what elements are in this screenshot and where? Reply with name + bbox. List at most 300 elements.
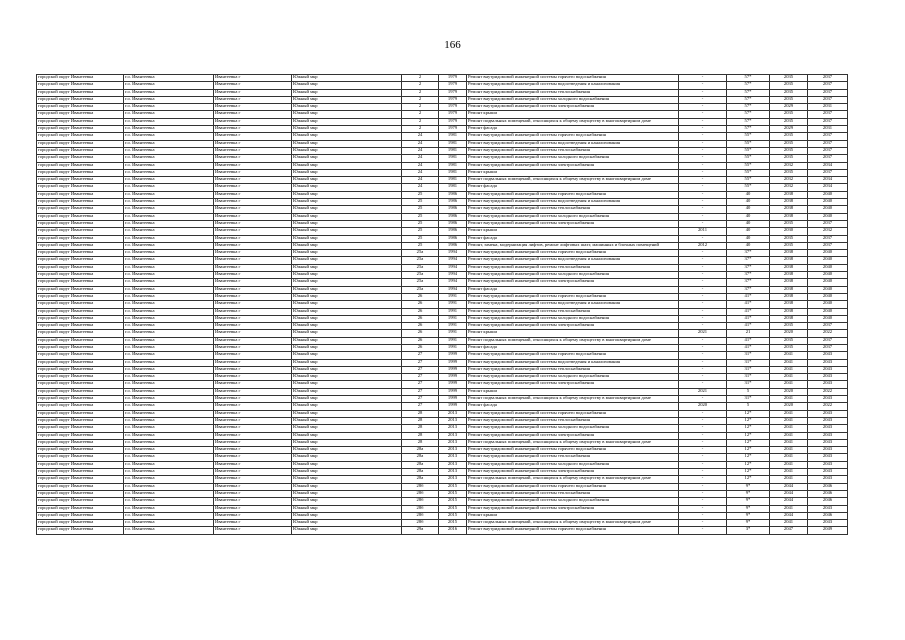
work-type-cell: Ремонт крыши	[467, 111, 679, 118]
street-cell: Южный мкр	[292, 301, 402, 308]
period-end-cell: 2040	[808, 213, 848, 220]
period-end-cell: 2037	[808, 75, 848, 82]
locality-cell: Ивантеевка г	[214, 323, 292, 330]
locality-cell: Ивантеевка г	[214, 381, 292, 388]
build-year-cell: 2015	[439, 505, 467, 512]
period-start-cell: 2038	[770, 264, 808, 271]
settlement-cell: г.о. Ивантеевка	[124, 527, 214, 534]
last-repair-year-cell: -	[679, 140, 727, 147]
wear-percent-cell: 12*	[727, 454, 770, 461]
last-repair-year-cell: -	[679, 344, 727, 351]
wear-percent-cell: 5	[727, 403, 770, 410]
work-type-cell: Ремонт крыши	[467, 169, 679, 176]
street-cell: Южный мкр	[292, 403, 402, 410]
municipality-cell: городской округ Ивантеевка	[37, 476, 124, 483]
settlement-cell: г.о. Ивантеевка	[124, 476, 214, 483]
table-row	[37, 126, 848, 133]
settlement-cell: г.о. Ивантеевка	[124, 454, 214, 461]
locality-cell: Ивантеевка г	[214, 147, 292, 154]
work-type-cell: Ремонт подвальных помещений, относящихся к общему имуществу в многоквартирном доме	[467, 177, 679, 184]
period-start-cell: 2035	[770, 242, 808, 249]
street-cell: Южный мкр	[292, 213, 402, 220]
period-start-cell: 2035	[770, 75, 808, 82]
build-year-cell: 1994	[439, 257, 467, 264]
locality-cell: Ивантеевка г	[214, 447, 292, 454]
settlement-cell: г.о. Ивантеевка	[124, 381, 214, 388]
period-end-cell: 2031	[808, 126, 848, 133]
period-start-cell: 2035	[770, 89, 808, 96]
build-year-cell: 2015	[439, 512, 467, 519]
house-number-cell: 25а	[402, 279, 439, 286]
wear-percent-cell: 41*	[727, 323, 770, 330]
period-start-cell: 2041	[770, 359, 808, 366]
wear-percent-cell: 55*	[727, 177, 770, 184]
street-cell: Южный мкр	[292, 162, 402, 169]
table-row	[37, 439, 848, 446]
locality-cell: Ивантеевка г	[214, 272, 292, 279]
locality-cell: Ивантеевка г	[214, 140, 292, 147]
table-row	[37, 374, 848, 381]
street-cell: Южный мкр	[292, 96, 402, 103]
street-cell: Южный мкр	[292, 461, 402, 468]
locality-cell: Ивантеевка г	[214, 184, 292, 191]
locality-cell: Ивантеевка г	[214, 344, 292, 351]
table-row	[37, 133, 848, 140]
wear-percent-cell: 55*	[727, 184, 770, 191]
build-year-cell: 1986	[439, 235, 467, 242]
locality-cell: Ивантеевка г	[214, 403, 292, 410]
work-type-cell: Ремонт внутридомовой инженерной системы электроснабжения	[467, 279, 679, 286]
last-repair-year-cell: -	[679, 191, 727, 198]
locality-cell: Ивантеевка г	[214, 228, 292, 235]
street-cell: Южный мкр	[292, 155, 402, 162]
period-end-cell: 2043	[808, 366, 848, 373]
period-end-cell: 2037	[808, 96, 848, 103]
house-number-cell: 28б	[402, 490, 439, 497]
work-type-cell: Ремонт внутридомовой инженерной системы теплоснабжения	[467, 308, 679, 315]
work-type-cell: Ремонт внутридомовой инженерной системы горячего водоснабжения	[467, 75, 679, 82]
table-row	[37, 512, 848, 519]
wear-percent-cell: 12*	[727, 439, 770, 446]
table-row	[37, 490, 848, 497]
period-start-cell: 2038	[770, 308, 808, 315]
wear-percent-cell: 12*	[727, 447, 770, 454]
table-row	[37, 520, 848, 527]
street-cell: Южный мкр	[292, 396, 402, 403]
locality-cell: Ивантеевка г	[214, 469, 292, 476]
house-number-cell: 25а	[402, 257, 439, 264]
period-end-cell: 2043	[808, 469, 848, 476]
build-year-cell: 1981	[439, 155, 467, 162]
locality-cell: Ивантеевка г	[214, 337, 292, 344]
build-year-cell: 2016	[439, 527, 467, 534]
wear-percent-cell: 41*	[727, 344, 770, 351]
table-row	[37, 191, 848, 198]
last-repair-year-cell: -	[679, 162, 727, 169]
build-year-cell: 1994	[439, 250, 467, 257]
period-start-cell: 2020	[770, 330, 808, 337]
last-repair-year-cell: -	[679, 498, 727, 505]
locality-cell: Ивантеевка г	[214, 432, 292, 439]
table-row	[37, 220, 848, 227]
work-type-cell: Ремонт внутридомовой инженерной системы электроснабжения	[467, 469, 679, 476]
build-year-cell: 1986	[439, 213, 467, 220]
table-row	[37, 330, 848, 337]
municipality-cell: городской округ Ивантеевка	[37, 301, 124, 308]
last-repair-year-cell: -	[679, 520, 727, 527]
locality-cell: Ивантеевка г	[214, 396, 292, 403]
last-repair-year-cell: -	[679, 461, 727, 468]
house-number-cell: 25	[402, 235, 439, 242]
locality-cell: Ивантеевка г	[214, 483, 292, 490]
table-row	[37, 250, 848, 257]
last-repair-year-cell: -	[679, 359, 727, 366]
house-number-cell: 24	[402, 169, 439, 176]
last-repair-year-cell: -	[679, 118, 727, 125]
table-row	[37, 388, 848, 395]
settlement-cell: г.о. Ивантеевка	[124, 374, 214, 381]
period-end-cell: 2049	[808, 527, 848, 534]
period-start-cell: 2038	[770, 213, 808, 220]
municipality-cell: городской округ Ивантеевка	[37, 206, 124, 213]
last-repair-year-cell: -	[679, 417, 727, 424]
last-repair-year-cell: 2021	[679, 330, 727, 337]
table-row	[37, 323, 848, 330]
work-type-cell: Ремонт фасада	[467, 126, 679, 133]
table-row	[37, 169, 848, 176]
period-start-cell: 2035	[770, 220, 808, 227]
table-row	[37, 75, 848, 82]
period-start-cell: 2035	[770, 235, 808, 242]
settlement-cell: г.о. Ивантеевка	[124, 184, 214, 191]
wear-percent-cell: 37*	[727, 286, 770, 293]
work-type-cell: Ремонт внутридомовой инженерной системы водоотведения и канализования	[467, 359, 679, 366]
municipality-cell: городской округ Ивантеевка	[37, 96, 124, 103]
work-type-cell: Ремонт внутридомовой инженерной системы горячего водоснабжения	[467, 250, 679, 257]
street-cell: Южный мкр	[292, 337, 402, 344]
build-year-cell: 2013	[439, 461, 467, 468]
period-end-cell: 2043	[808, 476, 848, 483]
street-cell: Южный мкр	[292, 264, 402, 271]
table-row	[37, 403, 848, 410]
period-end-cell: 2037	[808, 140, 848, 147]
period-end-cell: 2043	[808, 447, 848, 454]
period-end-cell: 2040	[808, 264, 848, 271]
settlement-cell: г.о. Ивантеевка	[124, 191, 214, 198]
house-number-cell: 27	[402, 359, 439, 366]
locality-cell: Ивантеевка г	[214, 89, 292, 96]
house-number-cell: 28	[402, 439, 439, 446]
table-row	[37, 257, 848, 264]
wear-percent-cell: 37*	[727, 272, 770, 279]
last-repair-year-cell: -	[679, 512, 727, 519]
period-start-cell: 2020	[770, 403, 808, 410]
wear-percent-cell: 31*	[727, 381, 770, 388]
period-start-cell: 2035	[770, 111, 808, 118]
period-end-cell: 2037	[808, 111, 848, 118]
locality-cell: Ивантеевка г	[214, 126, 292, 133]
period-end-cell: 2040	[808, 315, 848, 322]
municipality-cell: городской округ Ивантеевка	[37, 323, 124, 330]
build-year-cell: 1994	[439, 286, 467, 293]
wear-percent-cell: 12*	[727, 410, 770, 417]
settlement-cell: г.о. Ивантеевка	[124, 82, 214, 89]
work-type-cell: Ремонт внутридомовой инженерной системы холодного водоснабжения	[467, 315, 679, 322]
last-repair-year-cell: -	[679, 89, 727, 96]
period-end-cell: 2037	[808, 133, 848, 140]
build-year-cell: 1979	[439, 82, 467, 89]
work-type-cell: Ремонт фасада	[467, 235, 679, 242]
street-cell: Южный мкр	[292, 82, 402, 89]
period-end-cell: 2034	[808, 162, 848, 169]
work-type-cell: Ремонт внутридомовой инженерной системы теплоснабжения	[467, 454, 679, 461]
wear-percent-cell: 57*	[727, 96, 770, 103]
work-type-cell: Ремонт подвальных помещений, относящихся к общему имуществу в многоквартирном доме	[467, 396, 679, 403]
wear-percent-cell: 12*	[727, 469, 770, 476]
street-cell: Южный мкр	[292, 293, 402, 300]
wear-percent-cell: 12*	[727, 461, 770, 468]
work-type-cell: Ремонт внутридомовой инженерной системы электроснабжения	[467, 432, 679, 439]
wear-percent-cell: 40	[727, 206, 770, 213]
table-row	[37, 308, 848, 315]
last-repair-year-cell: -	[679, 337, 727, 344]
build-year-cell: 2013	[439, 454, 467, 461]
settlement-cell: г.о. Ивантеевка	[124, 447, 214, 454]
table-row	[37, 344, 848, 351]
house-number-cell: 28б	[402, 512, 439, 519]
municipality-cell: городской округ Ивантеевка	[37, 403, 124, 410]
period-end-cell: 2043	[808, 374, 848, 381]
work-type-cell: Ремонт фасада	[467, 403, 679, 410]
period-start-cell: 2029	[770, 104, 808, 111]
work-type-cell: Ремонт внутридомовой инженерной системы холодного водоснабжения	[467, 213, 679, 220]
table-row	[37, 272, 848, 279]
wear-percent-cell: 55*	[727, 147, 770, 154]
build-year-cell: 1981	[439, 162, 467, 169]
wear-percent-cell: 41*	[727, 308, 770, 315]
wear-percent-cell: 9*	[727, 490, 770, 497]
house-number-cell: 26	[402, 330, 439, 337]
work-type-cell: Ремонт внутридомовой инженерной системы электроснабжения	[467, 505, 679, 512]
table-row	[37, 337, 848, 344]
capital-repair-register-table	[36, 74, 848, 535]
period-end-cell: 2037	[808, 323, 848, 330]
table-row	[37, 469, 848, 476]
settlement-cell: г.о. Ивантеевка	[124, 111, 214, 118]
locality-cell: Ивантеевка г	[214, 490, 292, 497]
last-repair-year-cell: 2021	[679, 388, 727, 395]
locality-cell: Ивантеевка г	[214, 527, 292, 534]
house-number-cell: 28б	[402, 498, 439, 505]
work-type-cell: Ремонт подвальных помещений, относящихся к общему имуществу в многоквартирном доме	[467, 337, 679, 344]
period-start-cell: 2041	[770, 447, 808, 454]
street-cell: Южный мкр	[292, 439, 402, 446]
house-number-cell: 28	[402, 417, 439, 424]
settlement-cell: г.о. Ивантеевка	[124, 425, 214, 432]
house-number-cell: 24	[402, 147, 439, 154]
settlement-cell: г.о. Ивантеевка	[124, 520, 214, 527]
work-type-cell: Ремонт подвальных помещений, относящихся к общему имуществу в многоквартирном доме	[467, 476, 679, 483]
house-number-cell: 28	[402, 432, 439, 439]
build-year-cell: 2013	[439, 439, 467, 446]
house-number-cell: 2	[402, 104, 439, 111]
house-number-cell: 26	[402, 337, 439, 344]
wear-percent-cell: 40	[727, 228, 770, 235]
table-row	[37, 498, 848, 505]
locality-cell: Ивантеевка г	[214, 162, 292, 169]
street-cell: Южный мкр	[292, 118, 402, 125]
build-year-cell: 2013	[439, 432, 467, 439]
period-end-cell: 2037	[808, 169, 848, 176]
table-row	[37, 279, 848, 286]
house-number-cell: 28б	[402, 483, 439, 490]
build-year-cell: 2015	[439, 483, 467, 490]
house-number-cell: 25	[402, 213, 439, 220]
last-repair-year-cell: -	[679, 199, 727, 206]
period-start-cell: 2035	[770, 140, 808, 147]
build-year-cell: 1986	[439, 191, 467, 198]
period-end-cell: 2037	[808, 242, 848, 249]
municipality-cell: городской округ Ивантеевка	[37, 330, 124, 337]
build-year-cell: 1986	[439, 220, 467, 227]
period-end-cell: 2043	[808, 454, 848, 461]
work-type-cell: Ремонт внутридомовой инженерной системы горячего водоснабжения	[467, 352, 679, 359]
house-number-cell: 28	[402, 410, 439, 417]
build-year-cell: 1979	[439, 96, 467, 103]
build-year-cell: 1979	[439, 118, 467, 125]
settlement-cell: г.о. Ивантеевка	[124, 286, 214, 293]
municipality-cell: городской округ Ивантеевка	[37, 469, 124, 476]
wear-percent-cell: 9*	[727, 483, 770, 490]
street-cell: Южный мкр	[292, 432, 402, 439]
period-start-cell: 2041	[770, 454, 808, 461]
work-type-cell: Ремонт подвальных помещений, относящихся к общему имуществу в многоквартирном доме	[467, 520, 679, 527]
period-end-cell: 2022	[808, 388, 848, 395]
build-year-cell: 1981	[439, 147, 467, 154]
work-type-cell: Ремонт внутридомовой инженерной системы теплоснабжения	[467, 264, 679, 271]
period-end-cell: 2040	[808, 250, 848, 257]
last-repair-year-cell: -	[679, 147, 727, 154]
last-repair-year-cell: -	[679, 432, 727, 439]
period-end-cell: 2043	[808, 410, 848, 417]
build-year-cell: 1986	[439, 199, 467, 206]
municipality-cell: городской округ Ивантеевка	[37, 388, 124, 395]
settlement-cell: г.о. Ивантеевка	[124, 104, 214, 111]
table-row	[37, 527, 848, 534]
house-number-cell: 24	[402, 133, 439, 140]
street-cell: Южный мкр	[292, 133, 402, 140]
municipality-cell: городской округ Ивантеевка	[37, 417, 124, 424]
street-cell: Южный мкр	[292, 505, 402, 512]
period-start-cell: 2041	[770, 410, 808, 417]
last-repair-year-cell: -	[679, 96, 727, 103]
settlement-cell: г.о. Ивантеевка	[124, 315, 214, 322]
street-cell: Южный мкр	[292, 126, 402, 133]
period-end-cell: 2040	[808, 279, 848, 286]
wear-percent-cell: 21	[727, 330, 770, 337]
period-start-cell: 2032	[770, 162, 808, 169]
period-end-cell: 2037	[808, 220, 848, 227]
wear-percent-cell: 57*	[727, 111, 770, 118]
street-cell: Южный мкр	[292, 359, 402, 366]
table-row	[37, 425, 848, 432]
period-end-cell: 2037	[808, 118, 848, 125]
house-number-cell: 2	[402, 111, 439, 118]
municipality-cell: городской округ Ивантеевка	[37, 162, 124, 169]
work-type-cell: Ремонт фасада	[467, 184, 679, 191]
last-repair-year-cell: -	[679, 301, 727, 308]
period-end-cell: 2037	[808, 337, 848, 344]
locality-cell: Ивантеевка г	[214, 374, 292, 381]
period-end-cell: 2034	[808, 177, 848, 184]
work-type-cell: Ремонт фасада	[467, 286, 679, 293]
locality-cell: Ивантеевка г	[214, 315, 292, 322]
settlement-cell: г.о. Ивантеевка	[124, 220, 214, 227]
period-end-cell: 2046	[808, 512, 848, 519]
locality-cell: Ивантеевка г	[214, 235, 292, 242]
street-cell: Южный мкр	[292, 104, 402, 111]
build-year-cell: 1994	[439, 272, 467, 279]
work-type-cell: Ремонт внутридомовой инженерной системы теплоснабжения	[467, 417, 679, 424]
settlement-cell: г.о. Ивантеевка	[124, 264, 214, 271]
last-repair-year-cell: -	[679, 272, 727, 279]
wear-percent-cell: 40	[727, 191, 770, 198]
street-cell: Южный мкр	[292, 89, 402, 96]
last-repair-year-cell: -	[679, 177, 727, 184]
street-cell: Южный мкр	[292, 498, 402, 505]
work-type-cell: Ремонт подвальных помещений, относящихся к общему имуществу в многоквартирном доме	[467, 439, 679, 446]
house-number-cell: 24	[402, 162, 439, 169]
municipality-cell: городской округ Ивантеевка	[37, 447, 124, 454]
house-number-cell: 27	[402, 374, 439, 381]
locality-cell: Ивантеевка г	[214, 169, 292, 176]
street-cell: Южный мкр	[292, 169, 402, 176]
settlement-cell: г.о. Ивантеевка	[124, 177, 214, 184]
municipality-cell: городской округ Ивантеевка	[37, 257, 124, 264]
period-end-cell: 2040	[808, 206, 848, 213]
settlement-cell: г.о. Ивантеевка	[124, 126, 214, 133]
period-end-cell: 2040	[808, 257, 848, 264]
municipality-cell: городской округ Ивантеевка	[37, 272, 124, 279]
period-start-cell: 2035	[770, 337, 808, 344]
work-type-cell: Ремонт внутридомовой инженерной системы электроснабжения	[467, 381, 679, 388]
house-number-cell: 2	[402, 82, 439, 89]
period-end-cell: 2037	[808, 89, 848, 96]
municipality-cell: городской округ Ивантеевка	[37, 242, 124, 249]
municipality-cell: городской округ Ивантеевка	[37, 352, 124, 359]
municipality-cell: городской округ Ивантеевка	[37, 286, 124, 293]
locality-cell: Ивантеевка г	[214, 308, 292, 315]
table-row	[37, 235, 848, 242]
table-row	[37, 286, 848, 293]
wear-percent-cell: 5	[727, 388, 770, 395]
period-start-cell: 2041	[770, 505, 808, 512]
municipality-cell: городской округ Ивантеевка	[37, 89, 124, 96]
table-row	[37, 432, 848, 439]
work-type-cell: Ремонт крыши	[467, 228, 679, 235]
work-type-cell: Ремонт внутридомовой инженерной системы теплоснабжения	[467, 206, 679, 213]
street-cell: Южный мкр	[292, 279, 402, 286]
build-year-cell: 1991	[439, 344, 467, 351]
period-end-cell: 2037	[808, 344, 848, 351]
settlement-cell: г.о. Ивантеевка	[124, 257, 214, 264]
house-number-cell: 26	[402, 308, 439, 315]
locality-cell: Ивантеевка г	[214, 476, 292, 483]
build-year-cell: 1991	[439, 337, 467, 344]
table-row	[37, 82, 848, 89]
work-type-cell: Ремонт внутридомовой инженерной системы электроснабжения	[467, 162, 679, 169]
locality-cell: Ивантеевка г	[214, 220, 292, 227]
